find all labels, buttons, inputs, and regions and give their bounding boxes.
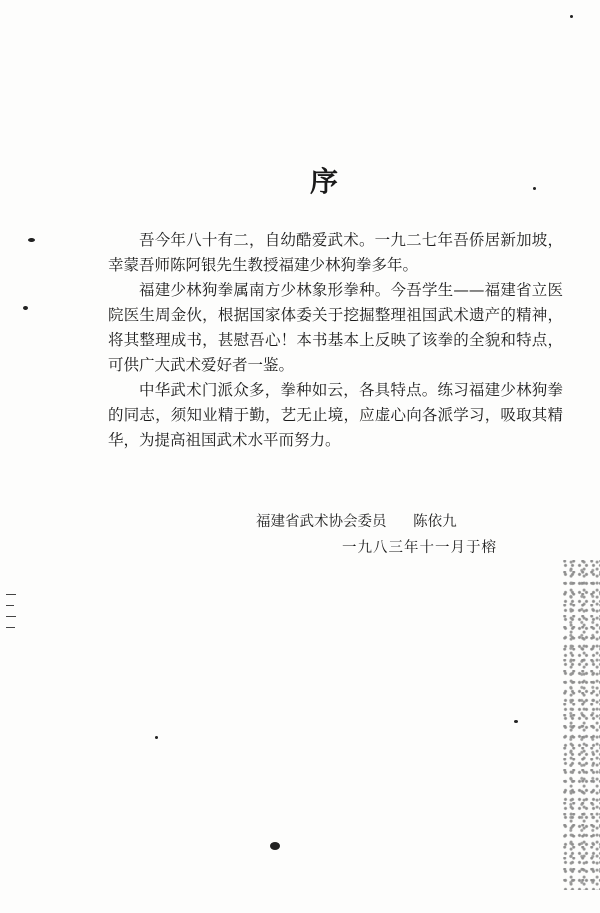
scan-margin-marks [6, 590, 26, 680]
signature-date: 一九八三年十一月于榕 [342, 540, 497, 556]
signature-line [256, 508, 457, 536]
scan-speck [23, 306, 28, 310]
scan-speck [533, 187, 536, 190]
signature-organization: 福建省武术协会委员 [256, 514, 387, 530]
paragraph-2: 福建少林狗拳属南方少林象形拳种。今吾学生——福建省立医院医生周金伙，根据国家体委关于挖掘整理祖国武术遗产的精神，将其整理成书，甚慰吾心！本书基本上反映了该拳的全貌和特点，可供广大武术爱好者一鉴。 [108, 281, 563, 374]
paragraph-1: 吾今年八十有二，自幼酷爱武术。一九二七年吾侨居新加坡，幸蒙吾师陈阿银先生教授福建少林狗拳多年。 [108, 231, 563, 274]
preface-title: 序 [309, 165, 340, 198]
scan-speck [270, 842, 280, 850]
paragraph-3: 中华武术门派众多，拳种如云，各具特点。练习福建少林狗拳的同志，须知业精于勤，艺无止境，应虚心向各派学习，吸取其精华，为提高祖国武术水平而努力。 [108, 381, 563, 449]
scan-speck [570, 15, 573, 18]
scan-speck [514, 720, 518, 723]
scan-edge-noise [562, 560, 600, 890]
preface-body [108, 228, 563, 453]
scan-speck [28, 238, 35, 242]
signature-name: 陈依九 [413, 514, 457, 530]
scan-speck [155, 736, 158, 739]
